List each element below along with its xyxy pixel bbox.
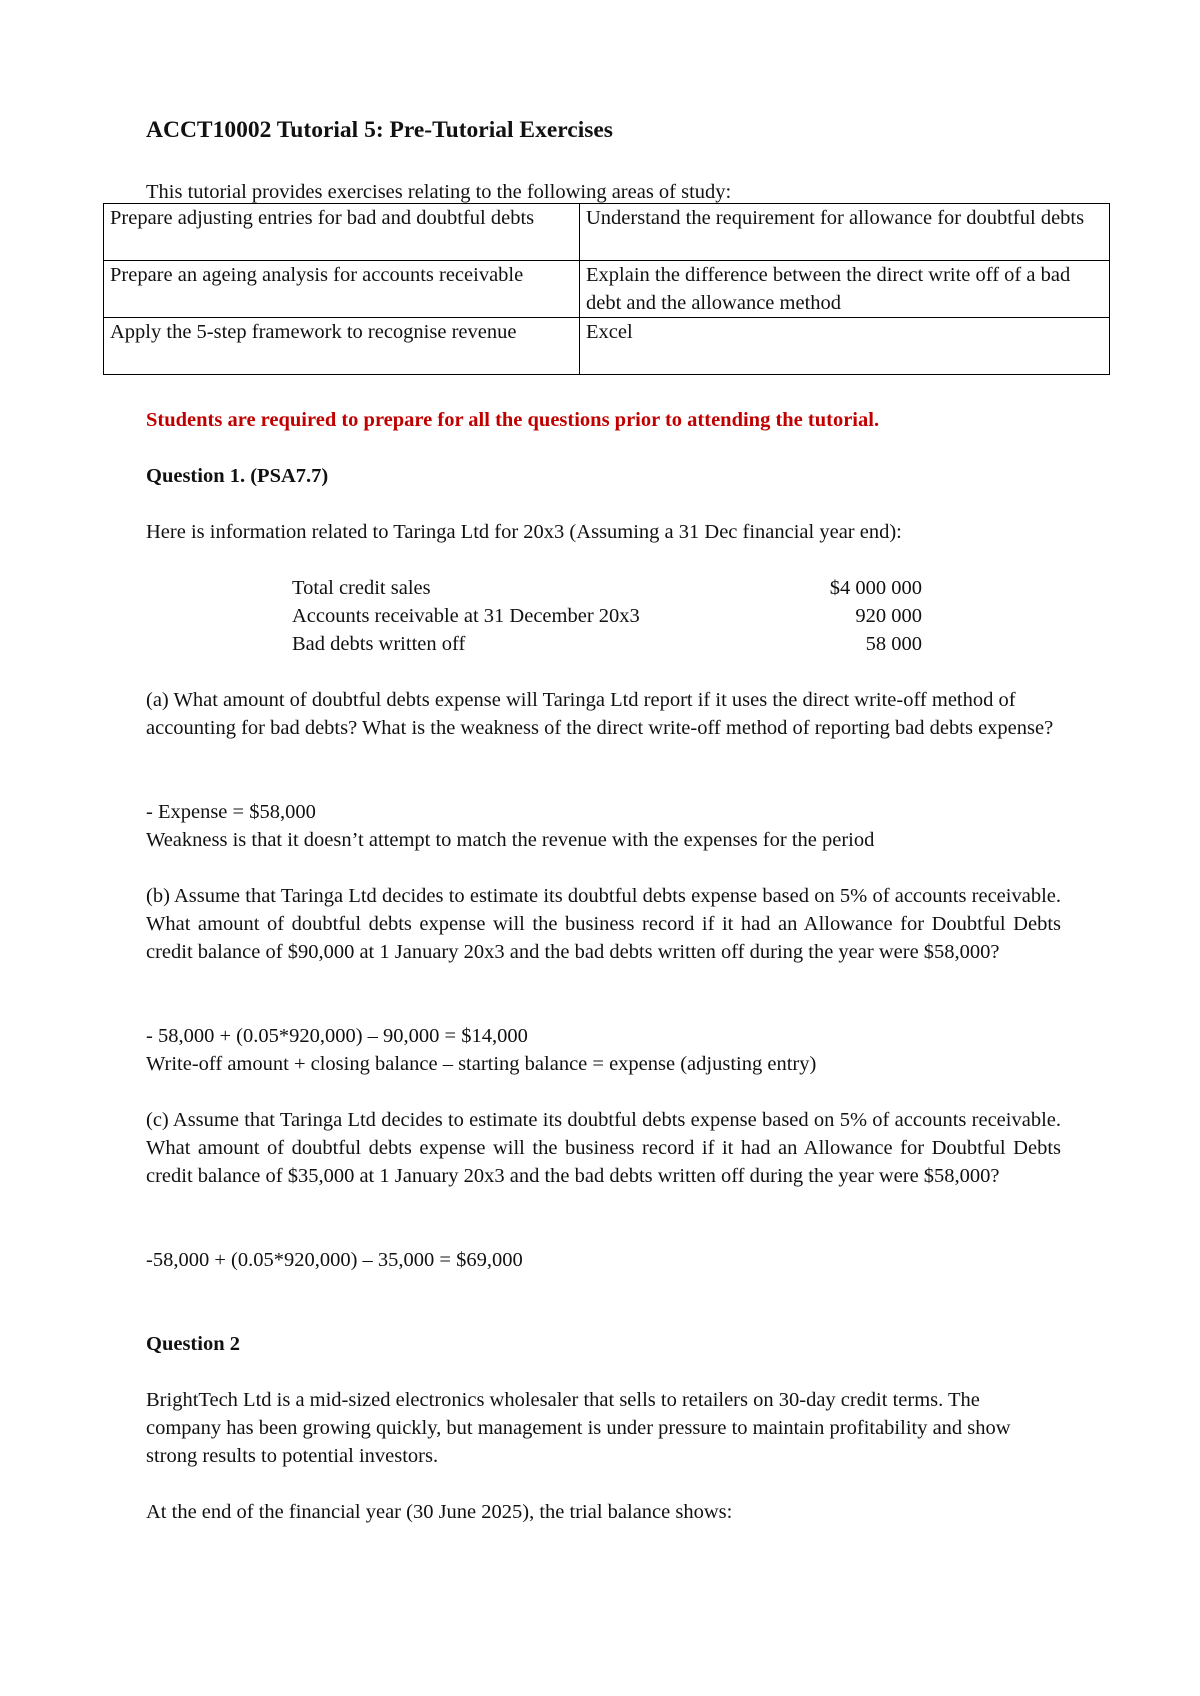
figure-row xyxy=(292,574,922,602)
answer-1b-formula: Write-off amount + closing balance – starting balance = expense (adjusting entry) xyxy=(146,1053,817,1075)
table-cell: Understand the requirement for allowance for doubtful debts xyxy=(580,204,1110,261)
figure-value: 58 000 xyxy=(865,633,922,655)
table-row xyxy=(104,204,1110,261)
objectives-table xyxy=(103,203,1110,375)
question-2-heading: Question 2 xyxy=(146,1333,240,1355)
intro-text: This tutorial provides exercises relating to the following areas of study: xyxy=(146,181,732,203)
question-2-trial-balance-intro: At the end of the financial year (30 June 2025), the trial balance shows: xyxy=(146,1501,733,1523)
question-1c-text: (c) Assume that Taringa Ltd decides to estimate its doubtful debts expense based on 5% of accounts receivable. What amount of doubtful debts expense will the business record if it had an Allowance for Doubtful Debts credit balance of $35,000 at 1 January 20x3 and the bad debts written off during the year were $58,000? xyxy=(146,1109,1061,1187)
figure-label: Accounts receivable at 31 December 20x3 xyxy=(292,605,640,627)
figure-value: $4 000 000 xyxy=(829,577,922,599)
figure-label: Bad debts written off xyxy=(292,633,466,655)
figure-row xyxy=(292,602,922,630)
answer-1b-calculation: - 58,000 + (0.05*920,000) – 90,000 = $14,000 xyxy=(146,1025,528,1047)
answer-1c-calculation: -58,000 + (0.05*920,000) – 35,000 = $69,000 xyxy=(146,1249,523,1271)
answer-1a-expense: - Expense = $58,000 xyxy=(146,801,316,823)
question-1-intro: Here is information related to Taringa Ltd for 20x3 (Assuming a 31 Dec financial year end): xyxy=(146,521,902,543)
question-1a-text: (a) What amount of doubtful debts expense will Taringa Ltd report if it uses the direct write-off method of accounting for bad debts? What is the weakness of the direct write-off method of reporting bad debts expense? xyxy=(146,689,1054,739)
table-row xyxy=(104,261,1110,318)
table-cell: Prepare adjusting entries for bad and doubtful debts xyxy=(104,204,580,261)
question-2-paragraph: BrightTech Ltd is a mid-sized electronics wholesaler that sells to retailers on 30-day credit terms. The company has been growing quickly, but management is under pressure to maintain profitability and show strong results to potential investors. xyxy=(146,1389,1011,1467)
table-cell: Apply the 5-step framework to recognise revenue xyxy=(104,318,580,375)
table-cell: Explain the difference between the direct write off of a bad debt and the allowance method xyxy=(580,261,1110,318)
page-title: ACCT10002 Tutorial 5: Pre-Tutorial Exercises xyxy=(146,117,613,143)
answer-1a-weakness: Weakness is that it doesn’t attempt to match the revenue with the expenses for the period xyxy=(146,829,875,851)
table-row xyxy=(104,318,1110,375)
table-cell: Excel xyxy=(580,318,1110,375)
figure-value: 920 000 xyxy=(855,605,922,627)
figure-row xyxy=(292,630,922,658)
figure-label: Total credit sales xyxy=(292,577,431,599)
table-cell: Prepare an ageing analysis for accounts receivable xyxy=(104,261,580,318)
question-1b-text: (b) Assume that Taringa Ltd decides to estimate its doubtful debts expense based on 5% of accounts receivable. What amount of doubtful debts expense will the business record if it had an Allowance for Doubtful Debts credit balance of $90,000 at 1 January 20x3 and the bad debts written off during the year were $58,000? xyxy=(146,885,1061,963)
question-1-heading: Question 1. (PSA7.7) xyxy=(146,465,329,487)
notice-text: Students are required to prepare for all the questions prior to attending the tutorial. xyxy=(146,409,880,431)
